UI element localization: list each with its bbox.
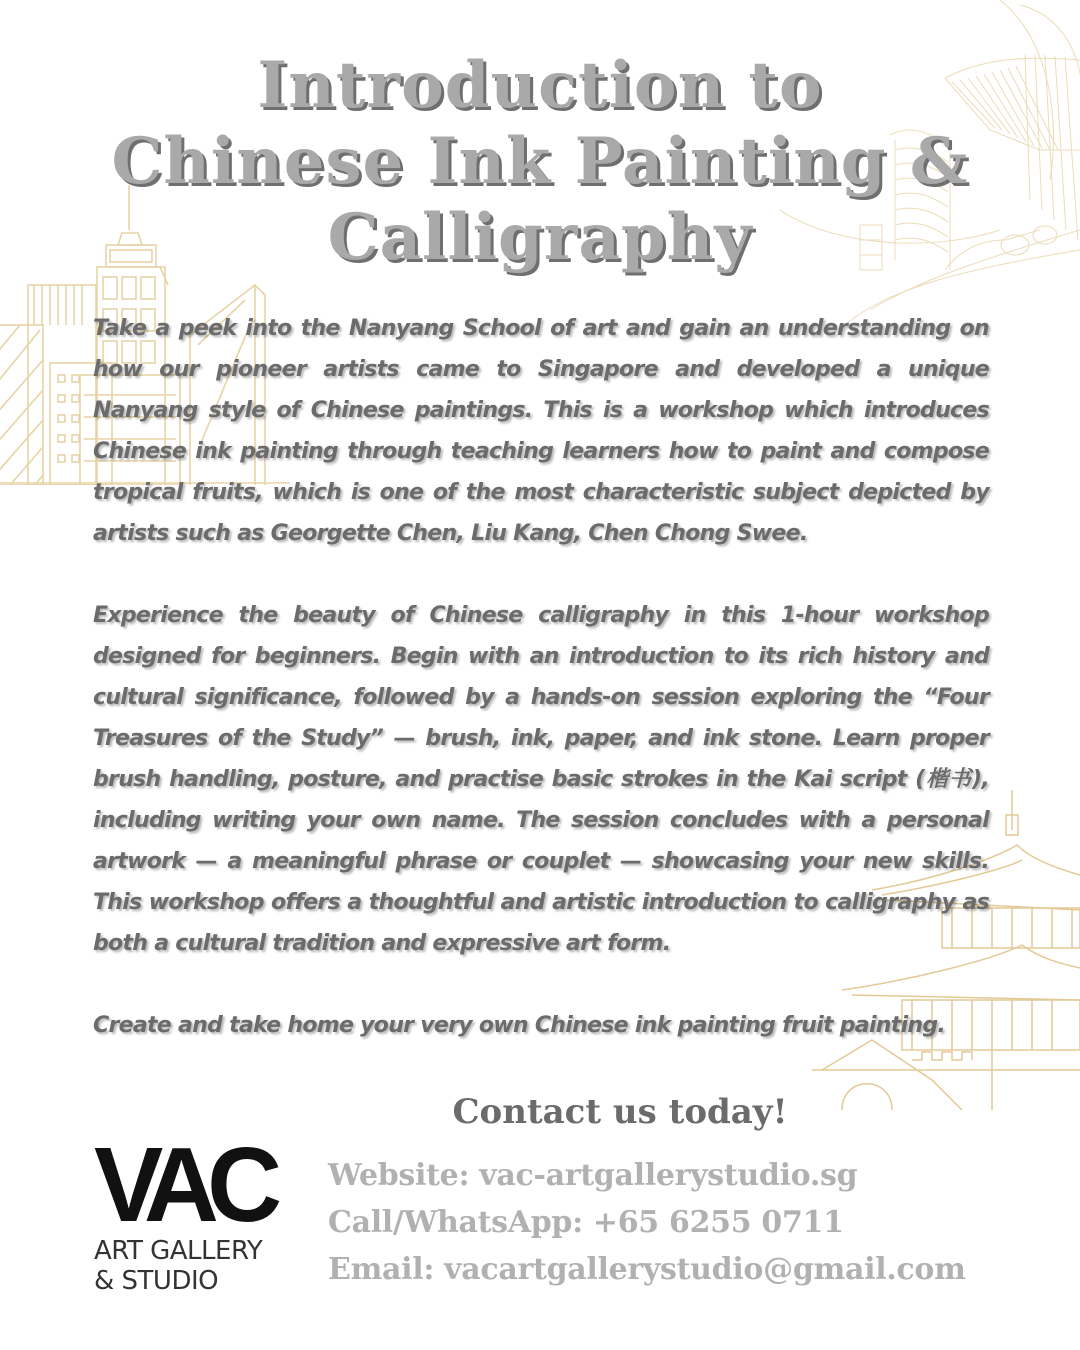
website-link[interactable]: vac-artgallerystudio.sg	[479, 1158, 858, 1193]
contact-email[interactable]	[328, 1246, 966, 1293]
poster-title	[0, 48, 1080, 276]
logo-mark: VAC	[94, 1126, 271, 1244]
contact-phone[interactable]	[328, 1199, 966, 1246]
vac-logo	[94, 1126, 304, 1296]
workshop-description	[93, 308, 989, 1046]
title-line-1: Introduction to	[257, 48, 823, 123]
paragraph-calligraphy: Experience the beauty of Chinese calligraphy in this 1-hour workshop designed for beginners. Begin with an introduction to its rich history and cultural significance, followed by a hands-on session exploring the “Four Treasures of the Study” — brush, ink, paper, and ink stone. Learn proper brush handling, posture, and practise basic strokes in the Kai script (楷书), including writing your own name. The session concludes with a personal artwork — a meaningful phrase or couplet — showcasing your new skills. This workshop offers a thoughtful and artistic introduction to calligraphy as both a cultural tradition and expressive art form.	[93, 603, 989, 956]
website-label: Website:	[328, 1158, 470, 1193]
email-link[interactable]: vacartgallerystudio@gmail.com	[444, 1252, 966, 1287]
logo-line-1: ART GALLERY	[94, 1236, 263, 1266]
contact-heading: Contact us today!	[452, 1092, 788, 1132]
paragraph-takeaway: Create and take home your very own Chinese ink painting fruit painting.	[93, 1013, 946, 1038]
contact-website[interactable]	[328, 1152, 966, 1199]
title-line-3: Calligraphy	[327, 200, 753, 275]
email-label: Email:	[328, 1252, 435, 1287]
phone-label: Call/WhatsApp:	[328, 1205, 583, 1240]
paragraph-ink-painting: Take a peek into the Nanyang School of art and gain an understanding on how our pioneer artists came to Singapore and developed a unique Nanyang style of Chinese paintings. This is a workshop which introduces Chinese ink painting through teaching learners how to paint and compose tropical fruits, which is one of the most characteristic subject depicted by artists such as Georgette Chen, Liu Kang, Chen Chong Swee.	[93, 316, 989, 546]
logo-line-2: & STUDIO	[94, 1266, 219, 1296]
title-line-2: Chinese Ink Painting &	[111, 124, 969, 199]
contact-details	[328, 1152, 966, 1293]
phone-number[interactable]: +65 6255 0711	[592, 1205, 844, 1240]
